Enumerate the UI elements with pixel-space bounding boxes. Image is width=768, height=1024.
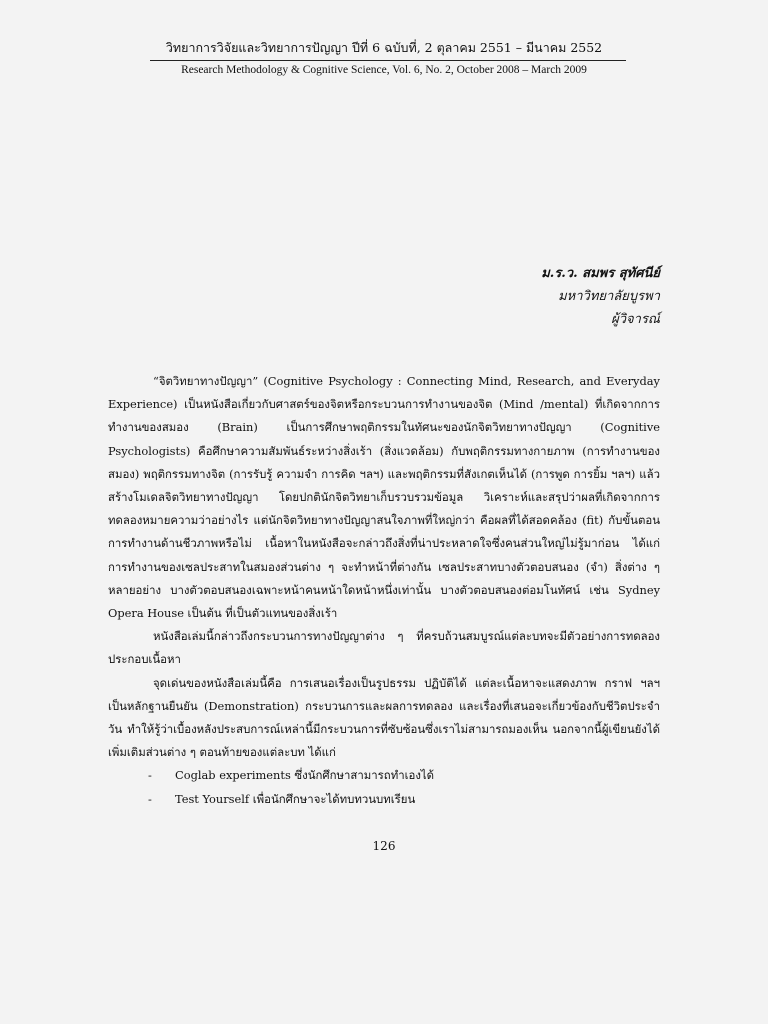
paragraph-intro: “จิตวิทยาทางปัญญา” (Cognitive Psychology : Connecting Mind, Research, and Everyday Experience) เป็นหนังสือเกี่ยวกับศาสตร์ของจิตหรือกระบวนการทำงานของจิต (Mind /mental) ที่เกิดจากการทำงานของสมอง (Brain) เป็นการศึกษาพฤติกรรมในทัศนะของนักจิตวิทยาทางปัญญา (Cognitive Psychologists) คือศึกษาความสัมพันธ์ระหว่างสิ่งเร้า (สิ่งแวดล้อม) กับพฤติกรรมทางกายภาพ (การทำงานของสมอง) พฤติกรรมทางจิต (การรับรู้ ความจำ การคิด ฯลฯ) และพฤติกรรมที่สังเกตเห็นได้ (การพูด การยิ้ม ฯลฯ) แล้วสร้างโมเดลจิตวิทยาทางปัญญา โดยปกตินักจิตวิทยาเก็บรวบรวมข้อมูล วิเคราะห์และสรุปว่าผลที่เกิดจากการทดลองหมายความว่าอย่างไร แต่นักจิตวิทยาทางปัญญาสนใจภาพที่ใหญ่กว่า คือผลที่ได้สอดคล้อง (fit) กับขั้นตอนการทำงานด้านชีวภาพหรือไม่ เนื้อหาในหนังสือจะกล่าวถึงสิ่งที่น่าประหลาดใจซึ่งคนส่วนใหญ่ไม่รู้มาก่อน ได้แก่ การทำงานของเซลประสาทในสมองส่วนต่าง ๆ จะทำหน้าที่ต่างกัน เซลประสาทบางตัวตอบสนอง (จำ) สิ่งต่าง ๆ หลายอย่าง บางตัวตอบสนองเฉพาะหน้าคนหน้าใดหน้าหนึ่งเท่านั้น บางตัวตอบสนองต่อมโนทัศน์ เช่น Sydney Opera House เป็นต้น ที่เป็นตัวแทนของสิ่งเร้า bbox=[108, 374, 660, 621]
author-affiliation: มหาวิทยาลัยบูรพา bbox=[558, 289, 660, 304]
journal-header-english: Research Methodology & Cognitive Science, Vol. 6, No. 2, October 2008 – March 2009 bbox=[181, 64, 587, 76]
review-body bbox=[108, 370, 660, 811]
list-dash: - bbox=[148, 791, 152, 806]
page-number: 126 bbox=[372, 839, 396, 853]
paragraph-highlights: จุดเด่นของหนังสือเล่มนี้คือ การเสนอเรื่องเป็นรูปธรรม ปฏิบัติได้ แต่ละเนื้อหาจะแสดงภาพ กราฟ ฯลฯ เป็นหลักฐานยืนยัน (Demonstration) กระบวนการและผลการทดลอง และเรื่องที่เสนอจะเกี่ยวข้องกับชีวิตประจำวัน ทำให้รู้ว่าเบื้องหลังประสบการณ์เหล่านี้มีกระบวนการที่ซับซ้อนซึ่งเราไม่สามารถมองเห็น นอกจากนี้ผู้เขียนยังได้เพิ่มเติมส่วนต่าง ๆ ตอนท้ายของแต่ละบท ได้แก่ bbox=[108, 675, 660, 760]
list-item-text: Test Yourself เพื่อนักศึกษาจะได้ทบทวนบทเรียน bbox=[175, 791, 416, 806]
author-name: ม.ร.ว. สมพร สุทัศนีย์ bbox=[541, 266, 660, 281]
header-rule bbox=[150, 60, 626, 61]
list-item bbox=[108, 764, 660, 787]
list-dash: - bbox=[148, 768, 152, 783]
list-item bbox=[108, 788, 660, 811]
journal-header-thai: วิทยาการวิจัยและวิทยาการปัญญา ปีที่ 6 ฉบับที่, 2 ตุลาคม 2551 – มีนาคม 2552 bbox=[165, 40, 603, 55]
author-block bbox=[541, 262, 660, 331]
list-item-text: Coglab experiments ซึ่งนักศึกษาสามารถทำเองได้ bbox=[175, 768, 435, 783]
chapter-extras-list bbox=[108, 764, 660, 810]
author-role: ผู้วิจารณ์ bbox=[611, 312, 660, 327]
paragraph-scope: หนังสือเล่มนี้กล่าวถึงกระบวนการทางปัญญาต่าง ๆ ที่ครบถ้วนสมบูรณ์แต่ละบทจะมีตัวอย่างการทดลองประกอบเนื้อหา bbox=[108, 629, 660, 667]
